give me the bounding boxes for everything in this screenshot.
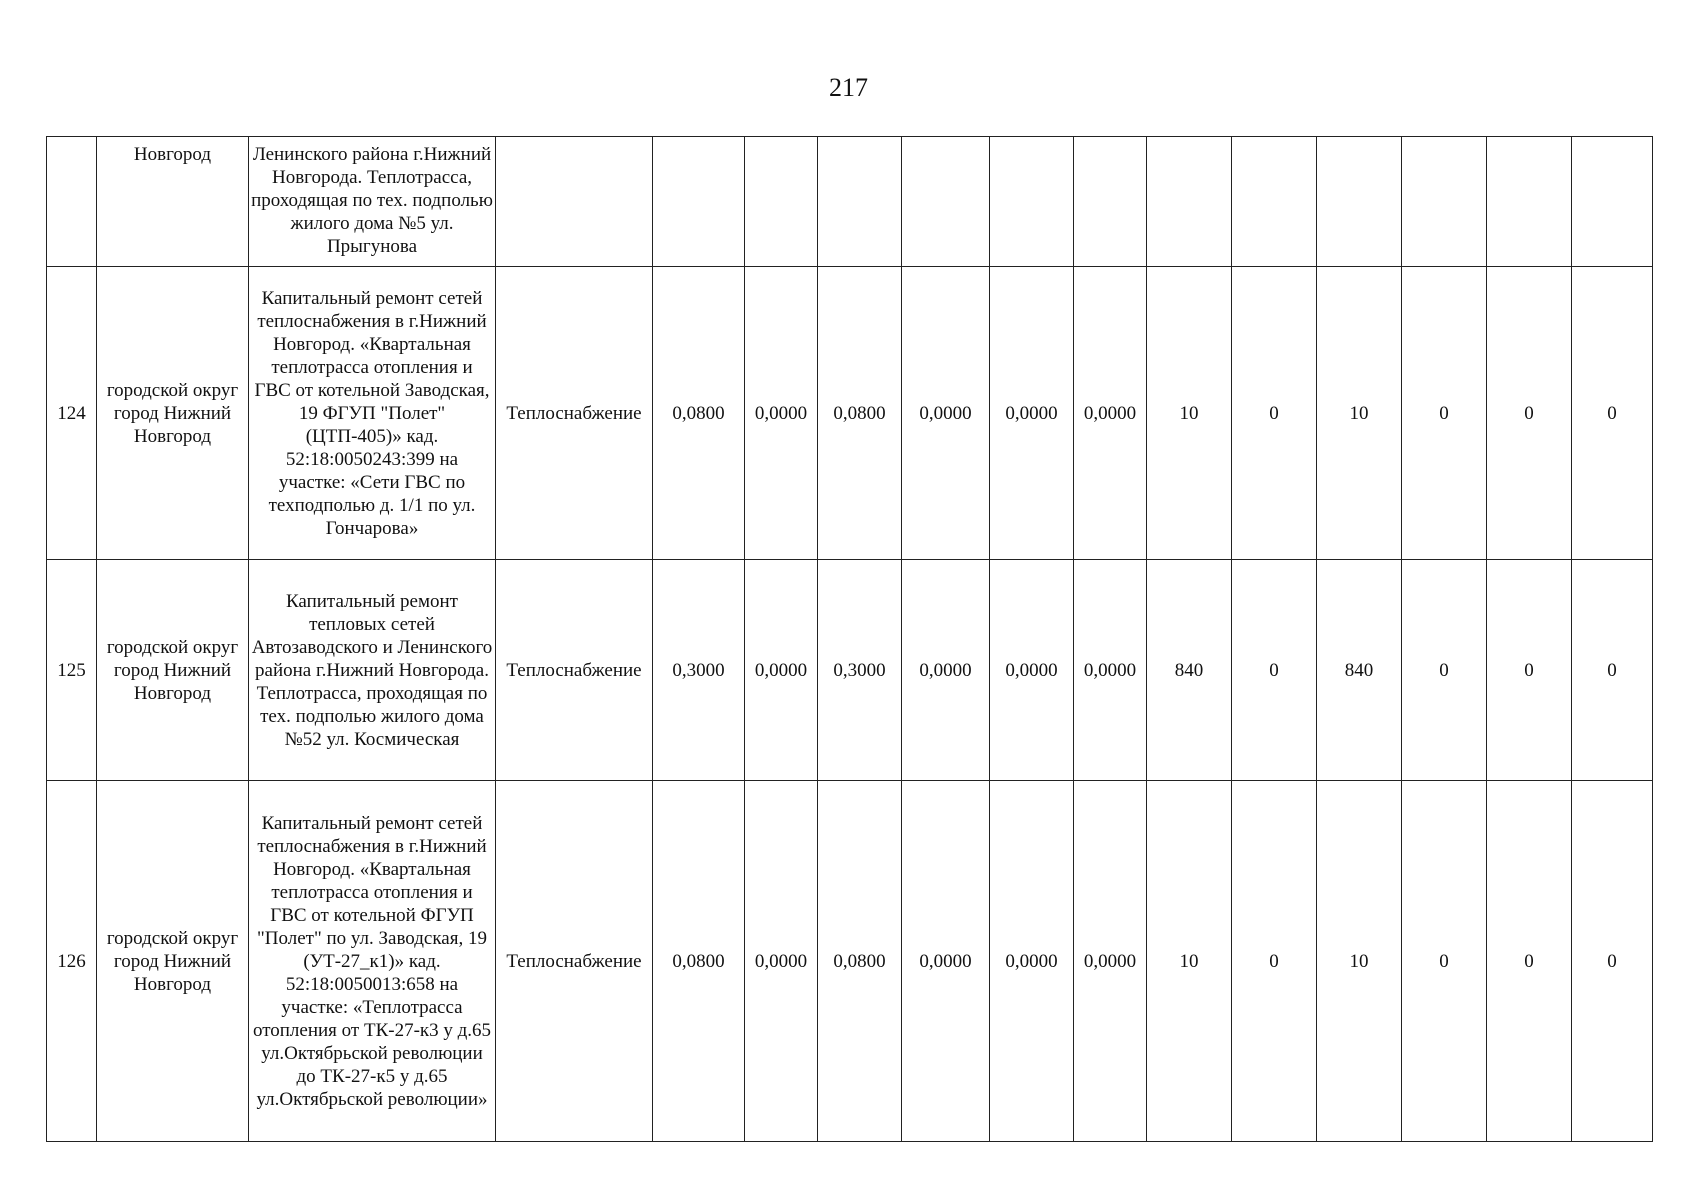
row-number: 124 (47, 267, 97, 560)
value-cell: 0 (1232, 781, 1317, 1142)
value-cell: 0,3000 (653, 560, 745, 781)
value-cell: 0 (1402, 560, 1487, 781)
row-number (47, 137, 97, 267)
table-row (47, 267, 1653, 560)
program-table (46, 136, 1653, 1142)
value-cell: 0,0800 (818, 267, 902, 560)
category-cell: Теплоснабжение (496, 560, 653, 781)
value-cell: 0,0000 (990, 267, 1074, 560)
municipality-cell: городской округ город Нижний Новгород (97, 781, 249, 1142)
value-cell: 0,0000 (1074, 560, 1147, 781)
value-cell: 0,0800 (653, 781, 745, 1142)
category-cell: Теплоснабжение (496, 267, 653, 560)
value-cell: 10 (1317, 781, 1402, 1142)
value-cell (1074, 137, 1147, 267)
value-cell: 0,0000 (745, 267, 818, 560)
value-cell (1402, 137, 1487, 267)
value-cell: 0 (1572, 781, 1653, 1142)
value-cell: 10 (1147, 781, 1232, 1142)
row-number: 125 (47, 560, 97, 781)
value-cell: 0,0000 (745, 781, 818, 1142)
table-row (47, 781, 1653, 1142)
value-cell: 0,0000 (1074, 267, 1147, 560)
table-row (47, 560, 1653, 781)
value-cell: 0,0000 (990, 560, 1074, 781)
value-cell: 0 (1572, 267, 1653, 560)
value-cell: 840 (1317, 560, 1402, 781)
description-cell: Капитальный ремонт тепловых сетей Автозаводского и Ленинского района г.Нижний Новгорода. Теплотрасса, проходящая по тех. подполью жилого дома №52 ул. Космическая (249, 560, 496, 781)
value-cell: 0 (1487, 267, 1572, 560)
value-cell: 0,0000 (902, 560, 990, 781)
category-cell (496, 137, 653, 267)
value-cell: 0,0000 (902, 781, 990, 1142)
value-cell: 0,3000 (818, 560, 902, 781)
municipality-cell: Новгород (97, 137, 249, 267)
value-cell (1147, 137, 1232, 267)
value-cell: 0,0000 (745, 560, 818, 781)
value-cell: 0 (1232, 560, 1317, 781)
value-cell (1572, 137, 1653, 267)
value-cell (1317, 137, 1402, 267)
value-cell (1232, 137, 1317, 267)
page-number: 217 (829, 73, 868, 102)
value-cell: 0 (1402, 267, 1487, 560)
value-cell: 0 (1572, 560, 1653, 781)
category-cell: Теплоснабжение (496, 781, 653, 1142)
value-cell: 0 (1487, 560, 1572, 781)
row-number: 126 (47, 781, 97, 1142)
municipality-cell: городской округ город Нижний Новгород (97, 560, 249, 781)
value-cell: 0 (1232, 267, 1317, 560)
value-cell (818, 137, 902, 267)
value-cell: 0,0000 (1074, 781, 1147, 1142)
value-cell: 0 (1487, 781, 1572, 1142)
value-cell: 10 (1147, 267, 1232, 560)
value-cell (653, 137, 745, 267)
description-cell: Капитальный ремонт сетей теплоснабжения в г.Нижний Новгород. «Квартальная теплотрасса отопления и ГВС от котельной Заводская, 19 ФГУП "Полет" (ЦТП-405)» кад. 52:18:0050243:399 на участке: «Сети ГВС по техподполью д. 1/1 по ул. Гончарова» (249, 267, 496, 560)
table-row (47, 137, 1653, 267)
value-cell: 0,0800 (818, 781, 902, 1142)
value-cell: 0,0800 (653, 267, 745, 560)
value-cell (1487, 137, 1572, 267)
municipality-cell: городской округ город Нижний Новгород (97, 267, 249, 560)
description-cell: Капитальный ремонт сетей теплоснабжения в г.Нижний Новгород. «Квартальная теплотрасса отопления и ГВС от котельной ФГУП "Полет" по ул. Заводская, 19 (УТ-27_к1)» кад. 52:18:0050013:658 на участке: «Теплотрасса отопления от ТК-27-к3 у д.65 ул.Октябрьской революции до ТК-27-к5 у д.65 ул.Октябрьской революции» (249, 781, 496, 1142)
value-cell: 0,0000 (990, 781, 1074, 1142)
value-cell: 0,0000 (902, 267, 990, 560)
value-cell: 0 (1402, 781, 1487, 1142)
description-cell: Ленинского района г.Нижний Новгорода. Теплотрасса, проходящая по тех. подполью жилого дома №5 ул. Прыгунова (249, 137, 496, 267)
value-cell (902, 137, 990, 267)
value-cell (745, 137, 818, 267)
value-cell (990, 137, 1074, 267)
value-cell: 840 (1147, 560, 1232, 781)
value-cell: 10 (1317, 267, 1402, 560)
